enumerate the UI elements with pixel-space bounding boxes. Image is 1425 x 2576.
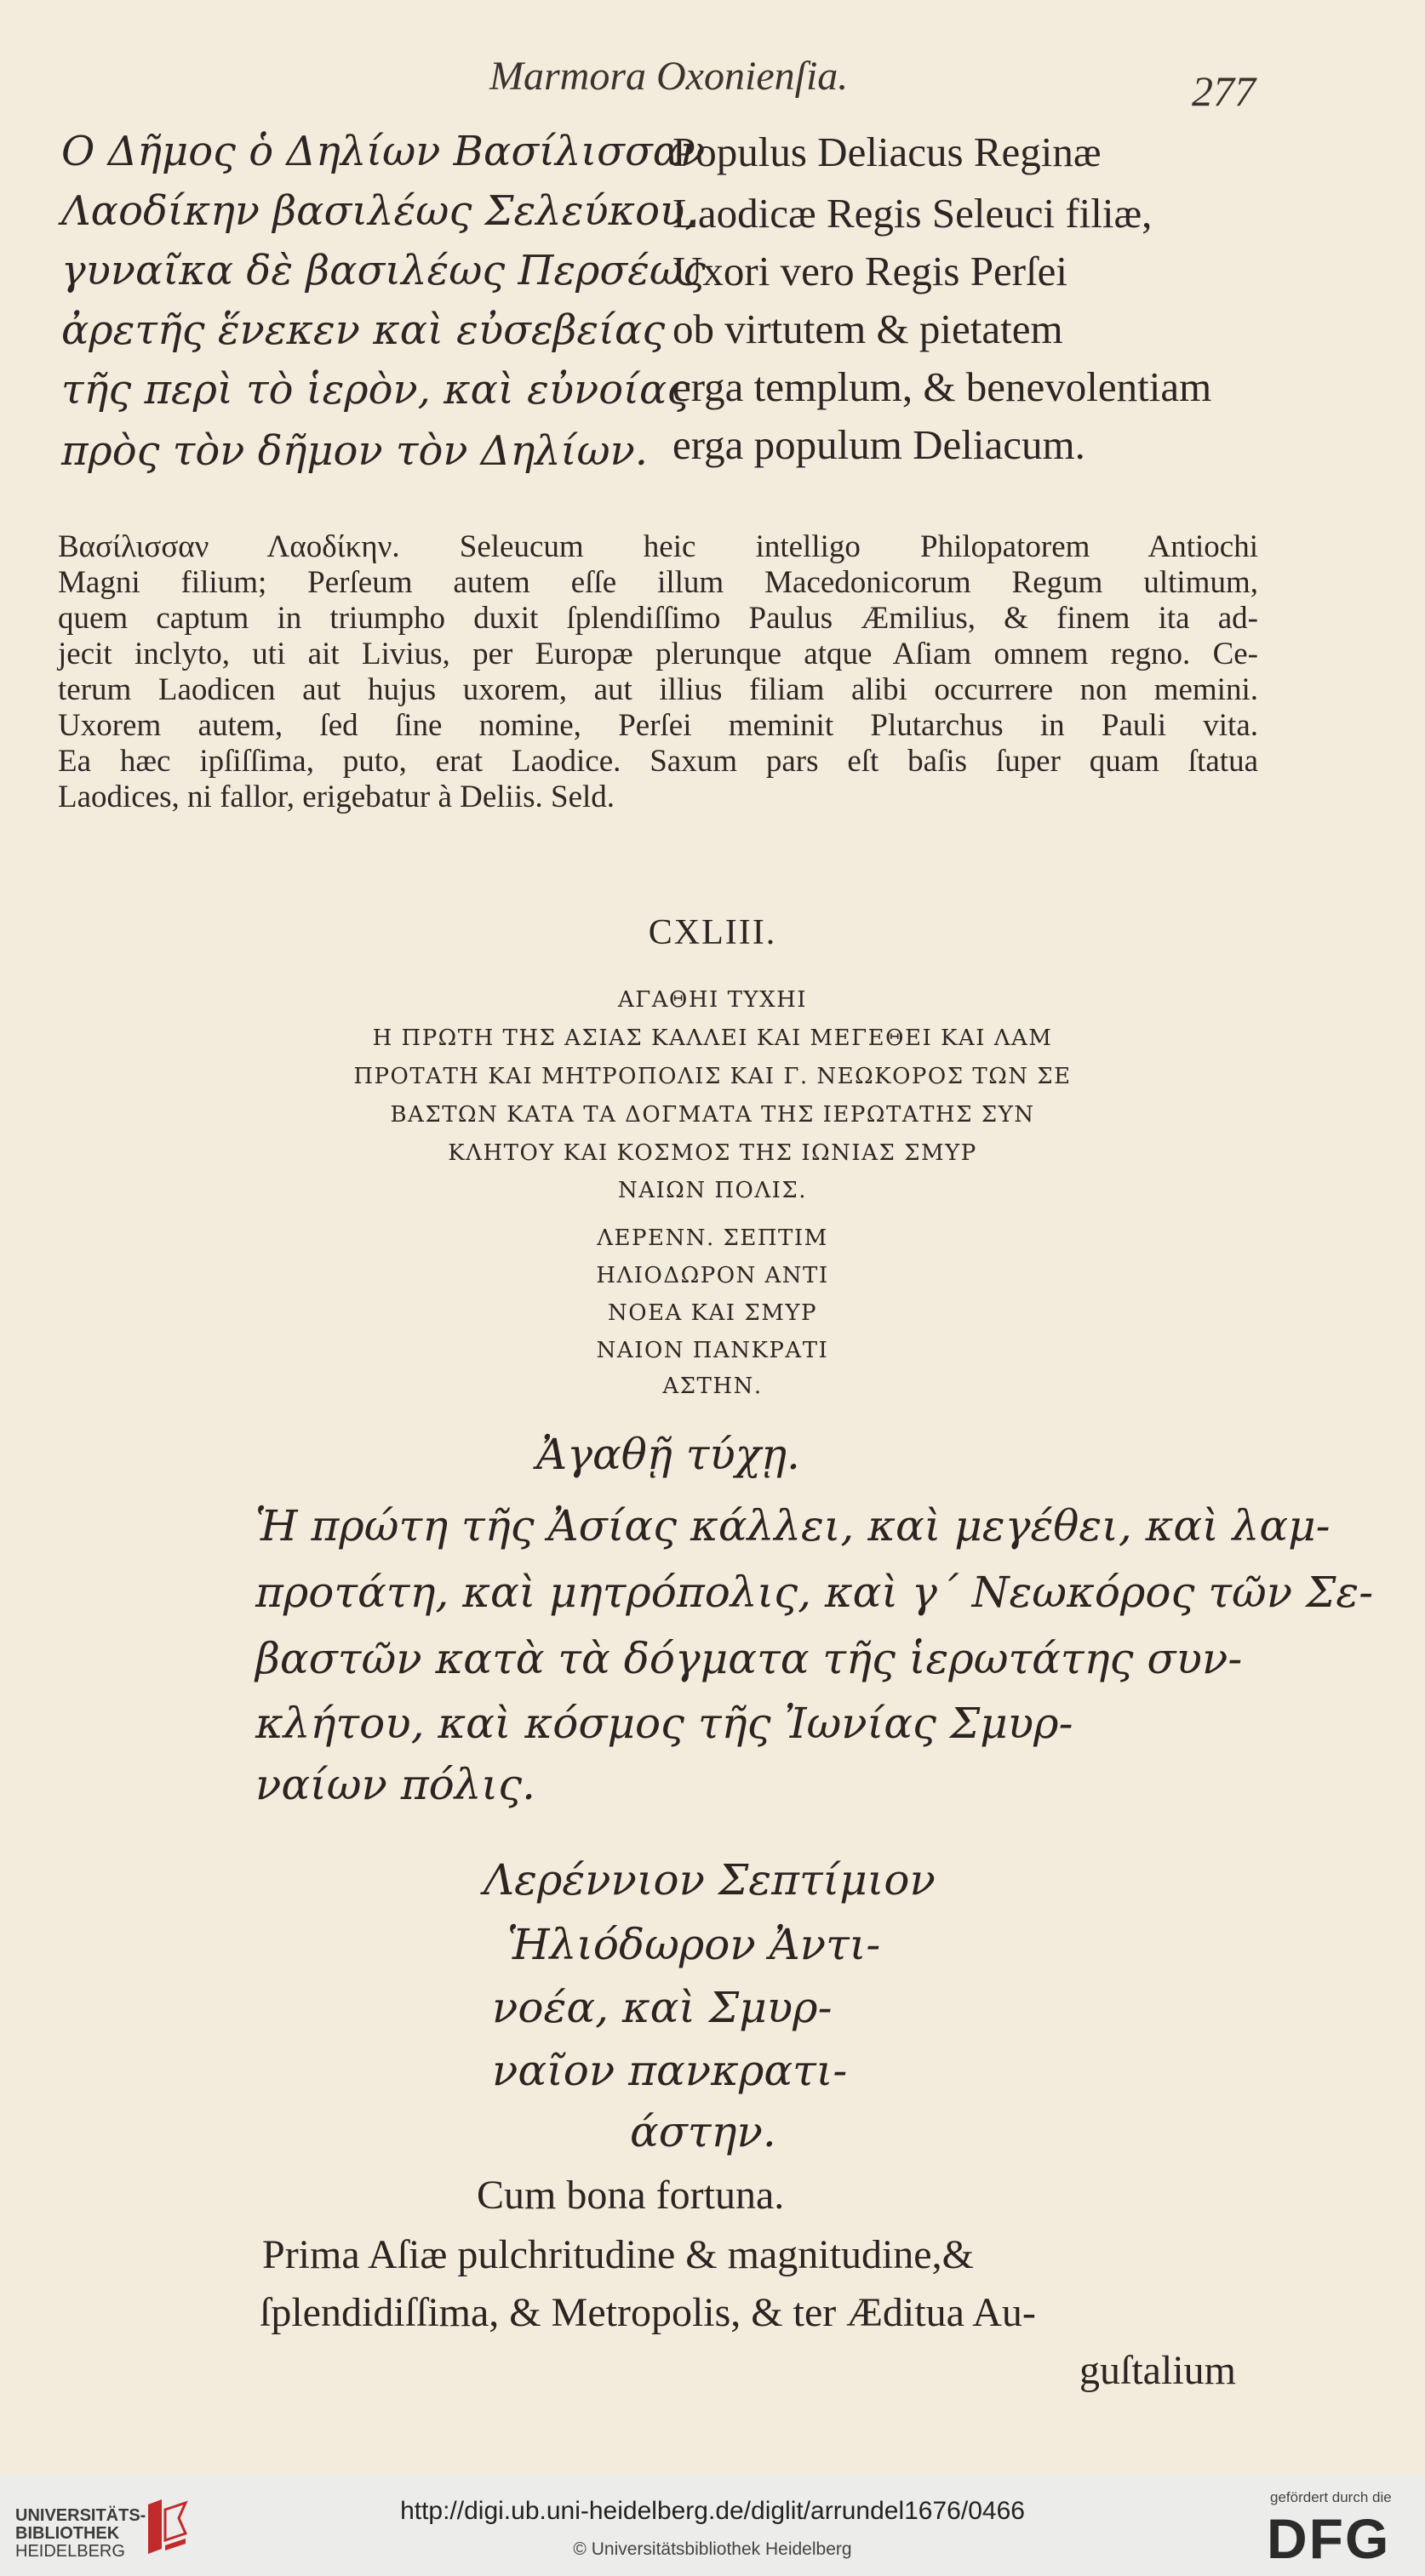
latin-line: Laodicæ Regis Seleuci filiæ, [672,190,1153,237]
library-name-line: BIBLIOTHEK [15,2524,120,2543]
caps-line: ΑΓΑΘΗΙ ΤΥΧΗΙ [617,987,808,1013]
greek-line: πρὸς τὸν δῆμον τὸν Δηλίων. [61,427,649,475]
library-name-line: HEIDELBERG [15,2542,125,2561]
commentary-line: Βασίλισσαν Λαοδίκην. Seleucum heic intelligo Philopatorem Antiochi [58,529,1258,564]
latin-line: erga templum, & benevolentiam [672,363,1212,410]
latin-line: Uxori vero Regis Perſei [672,248,1068,294]
caps-line: ΗΛΙΟΔΩΡΟΝ ΑΝΤΙ [596,1263,829,1288]
commentary-paragraph [58,529,1258,815]
running-head: Marmora Oxonienſia. [489,54,849,99]
library-name-line: UNIVERSITÄTS- [15,2506,146,2525]
dfg-logo[interactable]: DFG [1267,2507,1391,2570]
commentary-line: jecit inclyto, uti ait Livius, per Europæ plerunque atque Aſiam omnem regno. Ce- [58,637,1258,671]
commentary-line: quem captum in triumpho duxit ſplendiſſimo Paulus Æmilius, & finem ita ad- [58,601,1258,636]
latin-heading: Cum bona fortuna. [477,2173,785,2218]
commentary-line: Uxorem autem, ſed ſine nomine, Perſei meminit Plutarchus in Pauli vita. [58,708,1258,743]
commentary-line: Ea hæc ipſiſſima, puto, erat Laodice. Saxum pars eſt baſis ſuper quam ſtatua [58,744,1258,779]
caps-line: ΑΣΤΗΝ. [662,1374,763,1399]
funding-caption: gefördert durch die [1270,2489,1392,2505]
latin-line: Prima Aſiæ pulchritudine & magnitudine,& [262,2232,974,2277]
caps-line: ΛΕΡΕΝΝ. ΣΕΠΤΙΜ [597,1225,828,1251]
latin-line: Populus Deliacus Reginæ [672,129,1102,175]
greek-line: νοέα, καὶ Σμυρ- [492,1983,833,2032]
greek-line: Ο Δῆμος ὁ Δηλίων Βασίλισσαν [61,128,706,175]
greek-line: τῆς περὶ τὸ ἱερὸν, καὶ εὐνοίας [61,366,690,414]
caps-line: ΝΟΕΑ ΚΑΙ ΣΜΥΡ [608,1300,817,1326]
latin-line: ſplendidiſſima, & Metropolis, & ter Æditua Au- [260,2290,1036,2335]
greek-line: γυναῖκα δὲ βασιλέως Περσέως [61,247,706,294]
greek-line: προτάτη, καὶ μητρόπολις, καὶ γ΄ Νεωκόρος τῶν Σε- [255,1568,1374,1617]
greek-line: βαστῶν κατὰ τὰ δόγματα τῆς ἱερωτάτης συν- [255,1634,1243,1683]
caps-line: Η ΠΡΩΤΗ ΤΗΣ ΑΣΙΑΣ ΚΑΛΛΕΙ ΚΑΙ ΜΕΓΕΘΕΙ ΚΑΙ ΛΑΜ [372,1025,1053,1051]
greek-line: ἀρετῆς ἕνεκεν καὶ εὐσεβείας [61,306,666,354]
greek-line: άστην. [630,2107,776,2156]
caps-line: ΚΛΗΤΟΥ ΚΑΙ ΚΟΣΜΟΣ ΤΗΣ ΙΩΝΙΑΣ ΣΜΥΡ [448,1140,977,1166]
page-number: 277 [1192,67,1256,115]
latin-line: ob virtutem & pietatem [672,306,1063,352]
caps-line: ΝΑΙΩΝ ΠΟΛΙΣ. [617,1178,808,1203]
caps-line: ΒΑΣΤΩΝ ΚΑΤΑ ΤΑ ΔΟΓΜΑΤΑ ΤΗΣ ΙΕΡΩΤΑΤΗΣ ΣΥΝ [390,1102,1035,1128]
greek-line: ναίων πόλις. [255,1760,535,1809]
greek-line: Ἡ πρώτη τῆς Ἀσίας κάλλει, καὶ μεγέθει, καὶ λαμ- [255,1501,1331,1551]
latin-line: erga populum Deliacum. [672,421,1085,468]
greek-line: Λερέννιον Σεπτίμιον [484,1855,936,1905]
catchword: guſtalium [1079,2348,1236,2393]
copyright-notice: © Universitätsbibliothek Heidelberg [573,2539,852,2559]
greek-line: Ἡλιόδωρον Ἀντι- [507,1920,881,1969]
greek-line: Λαοδίκην βασιλέως Σελεύκου, [61,187,698,235]
commentary-line: Laodices, ni fallor, erigebatur à Deliis. Seld. [58,780,615,814]
greek-line: κλήτου, καὶ κόσμος τῆς Ἰωνίας Σμυρ- [255,1699,1073,1748]
commentary-line: Magni filium; Perſeum autem eſſe illum Macedonicorum Regum ultimum, [58,565,1258,600]
caps-line: ΠΡΟΤΑΤΗ ΚΑΙ ΜΗΤΡΟΠΟΛΙΣ ΚΑΙ Γ. ΝΕΩΚΟΡΟΣ ΤΩΝ ΣΕ [353,1064,1072,1089]
greek-heading: Ἀγαθῇ τύχῃ. [536,1430,800,1479]
commentary-line: terum Laodicen aut hujus uxorem, aut illius filiam alibi occurrere non memini. [58,672,1258,707]
greek-line: ναῖον πανκρατι- [492,2046,848,2095]
caps-line: ΝΑΙΟΝ ΠΑΝΚΡΑΤΙ [596,1338,829,1363]
inscription-number: CXLIII. [648,913,777,952]
permalink-url[interactable]: http://digi.ub.uni-heidelberg.de/diglit/arrundel1676/0466 [400,2497,1025,2525]
